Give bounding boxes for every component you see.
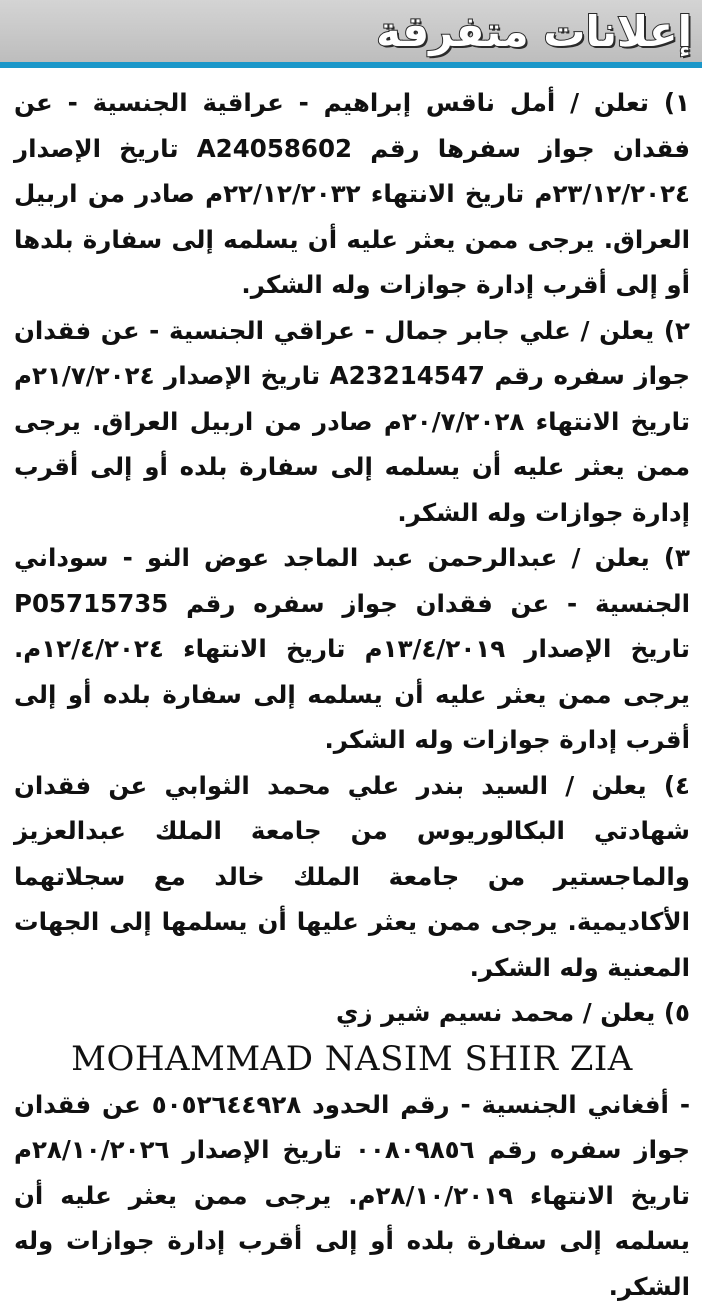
notice-2: ٢) يعلن / علي جابر جمال - عراقي الجنسية - عن فقدان جواز سفره رقم A23214547 تاريخ الإصدار ٢١/٧/٢٠٢٤م تاريخ الانتهاء ٢٠/٧/٢٠٢٨م صادر من اربيل العراق. يرجى ممن يعثر عليه أن يسلمه إلى سفارة بلده أو إلى أقرب إدارة جوازات وله الشكر. (14, 308, 690, 536)
notice-5-heading: ٥) يعلن / محمد نسيم شير زي (14, 990, 690, 1036)
notice-3: ٣) يعلن / عبدالرحمن عبد الماجد عوض النو - سوداني الجنسية - عن فقدان جواز سفره رقم P05715735 تاريخ الإصدار ١٣/٤/٢٠١٩م تاريخ الانتهاء ١٢/٤/٢٠٢٤م. يرجى ممن يعثر عليه أن يسلمه إلى سفارة بلده أو إلى أقرب إدارة جوازات وله الشكر. (14, 535, 690, 763)
notice-1: ١) تعلن / أمل ناقس إبراهيم - عراقية الجنسية - عن فقدان جواز سفرها رقم A24058602 تاريخ الإصدار ٢٣/١٢/٢٠٢٤م تاريخ الانتهاء ٢٢/١٢/٢٠٣٢م صادر من اربيل العراق. يرجى ممن يعثر عليه أن يسلمه إلى سفارة بلدها أو إلى أقرب إدارة جوازات وله الشكر. (14, 80, 690, 308)
notice-4: ٤) يعلن / السيد بندر علي محمد الثوابي عن فقدان شهادتي البكالوريوس من جامعة الملك عبدالعزيز والماجستير من جامعة الملك خالد مع سجلاتهما الأكاديمية. يرجى ممن يعثر عليها أن يسلمها إلى الجهات المعنية وله الشكر. (14, 763, 690, 991)
section-header (0, 0, 702, 68)
notices-column (0, 80, 702, 1309)
notice-5-body: - أفغاني الجنسية - رقم الحدود ٥٠٥٢٦٤٤٩٢٨ عن فقدان جواز سفره رقم ٠٠٨٠٩٨٥٦ تاريخ الإصدار ٢٨/١٠/٢٠٢٦م تاريخ الانتهاء ٢٨/١٠/٢٠١٩م. يرجى ممن يعثر عليه أن يسلمه إلى سفارة بلده أو إلى أقرب إدارة جوازات وله الشكر. (14, 1082, 690, 1309)
notice-5-latin-name: MOHAMMAD NASIM SHIR ZIA (14, 1036, 690, 1082)
section-title: إعلانات متفرقة (376, 2, 692, 62)
